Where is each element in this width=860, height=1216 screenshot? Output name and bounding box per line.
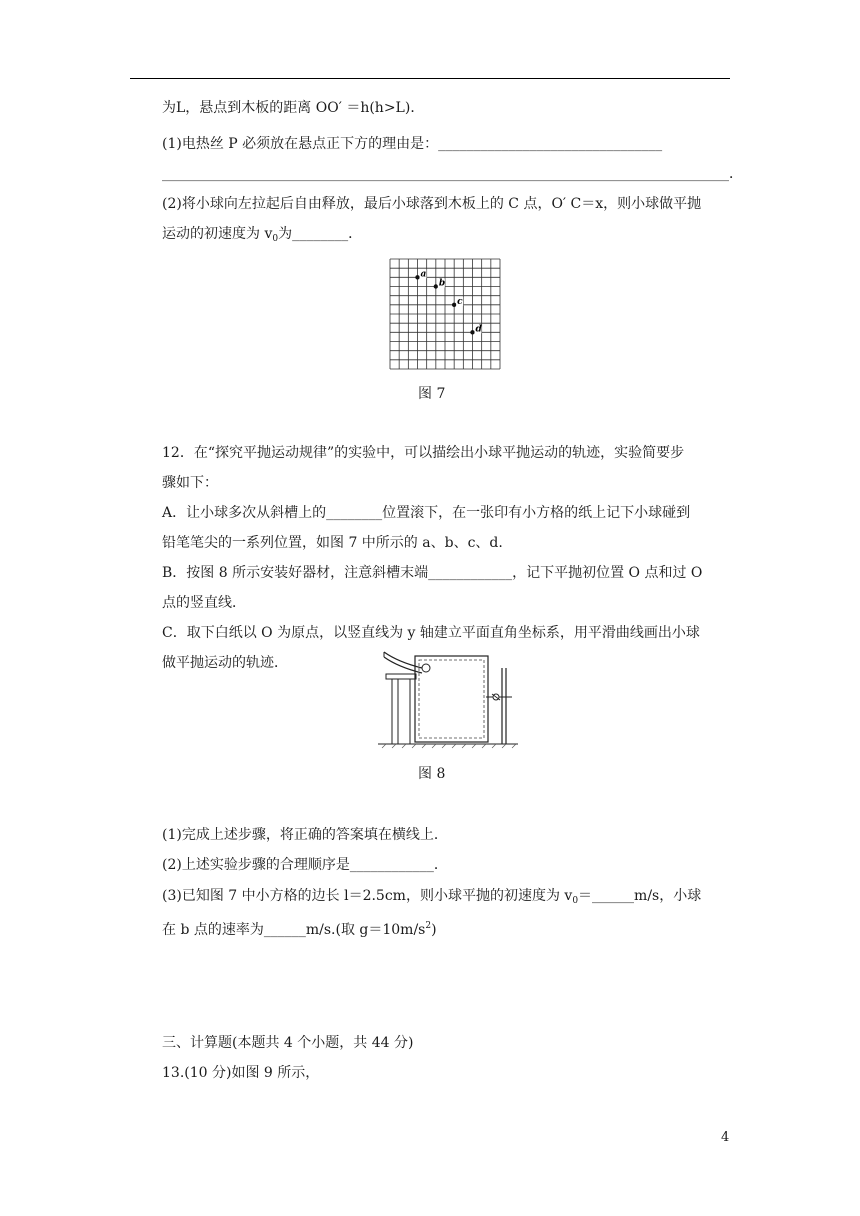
text-line: 点的竖直线． [162, 595, 246, 611]
question-2: (2)将小球向左拉起后自由释放，最后小球落到木板上的 C 点，O′ C＝x，则小球做平抛 [162, 196, 702, 212]
point-label: b [438, 278, 446, 289]
step-c: C．取下白纸以 O 为原点，以竖直线为 y 轴建立平面直角坐标系，用平滑曲线画出小球 [162, 625, 700, 641]
text-line: 骤如下： [162, 475, 218, 491]
text-line: 运动的初速度为 $v_0$为________． [162, 226, 363, 244]
step-a: A．让小球多次从斜槽上的________位置滚下，在一张印有小方格的纸上记下小球碰到 [162, 505, 691, 521]
text-line: 为L，悬点到木板的距离 OO′ ＝h(h>L)． [162, 100, 425, 116]
figure-8-apparatus [378, 648, 518, 750]
subquestion-1: (1)完成上述步骤，将正确的答案填在横线上． [162, 827, 448, 843]
text-line: 做平抛运动的轨迹． [162, 655, 288, 671]
figure-8-caption: 图 8 [418, 766, 446, 782]
question-1: (1)电热丝 P 必须放在悬点正下方的理由是：________________________________ [162, 136, 663, 152]
trajectory-point [452, 303, 456, 307]
subquestion-2: (2)上述实验步骤的合理顺序是____________． [162, 857, 448, 873]
trajectory-point [415, 275, 419, 279]
text-line: 在 b 点的速率为______m/s.(取 $g=10m/s^2$) [162, 921, 437, 938]
figure-7-grid [389, 258, 501, 370]
trajectory-point [470, 330, 474, 334]
page-number: 4 [721, 1130, 730, 1145]
point-label: a [420, 269, 427, 280]
subquestion-3: (3)已知图 7 中小方格的边长 l＝2.5cm，则小球平抛的初速度为 $v_0=\_\_\_\_\_\_m/s$，小球 [162, 888, 702, 906]
figure-7-caption: 图 7 [418, 386, 446, 402]
text-line: 铅笔笔尖的一系列位置，如图 7 中所示的 a、b、c、d. [162, 535, 503, 551]
question-12: 12．在“探究平抛运动规律”的实验中，可以描绘出小球平抛运动的轨迹，实验简要步 [162, 445, 685, 461]
step-b: B．按图 8 所示安装好器材，注意斜槽末端____________，记下平抛初位置 O 点和过 O [162, 565, 703, 581]
question-13: 13.(10 分)如图 9 所示， [162, 1065, 320, 1081]
header-rule [130, 78, 730, 79]
section-heading: 三、计算题(本题共 4 个小题，共 44 分) [162, 1035, 414, 1051]
trajectory-point [434, 284, 438, 288]
point-label: c [457, 296, 463, 307]
point-label: d [475, 324, 482, 335]
answer-blank-line: _________________________________________________________________________________． [162, 166, 743, 182]
